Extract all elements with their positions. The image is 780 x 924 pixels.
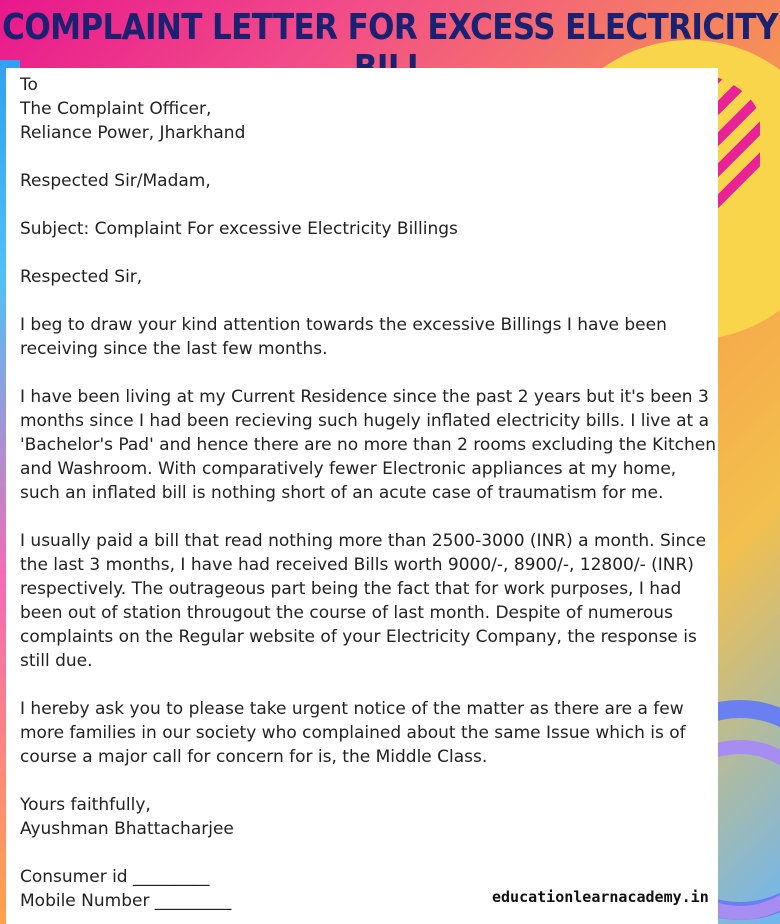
- letter-greeting: Respected Sir/Madam,: [20, 171, 211, 191]
- letter-paragraph-2: I have been living at my Current Residence since the past 2 years but it's been 3 months since I had been recieving such hugely inflated electricity bills. I live at a 'Bachelor's Pad' and hence there are no more than 2 rooms excluding the Kitchen and Washroom. With comparatively fewer Electronic appliances at my home, such an inflated bill is nothing short of an acute case of traumatism for me.: [20, 387, 716, 503]
- consumer-id-field: Consumer id _________: [20, 867, 210, 887]
- letter-signature-name: Ayushman Bhattacharjee: [20, 819, 234, 839]
- letter-closing: Yours faithfully,: [20, 795, 151, 815]
- letter-paragraph-4: I hereby ask you to please take urgent notice of the matter as there are a few more families in our society who complained about the same Issue which is of course a major call for concern for is, the Middle Class.: [20, 699, 686, 767]
- letter-paragraph-1: I beg to draw your kind attention towards the excessive Billings I have been receiving since the last few months.: [20, 315, 667, 359]
- letter-subject: Subject: Complaint For excessive Electricity Billings: [20, 219, 458, 239]
- letter-recipient: The Complaint Officer,: [20, 99, 212, 119]
- letter-to: To: [20, 75, 38, 95]
- letter-company: Reliance Power, Jharkhand: [20, 123, 246, 143]
- letter-salutation: Respected Sir,: [20, 267, 143, 287]
- page-title: COMPLAINT LETTER FOR EXCESS ELECTRICITY: [2, 6, 778, 48]
- website-watermark: educationlearnacademy.in: [492, 888, 709, 906]
- letter-body: [20, 73, 720, 913]
- mobile-number-field: Mobile Number _________: [20, 891, 232, 911]
- letter-paragraph-3: I usually paid a bill that read nothing more than 2500-3000 (INR) a month. Since the last 3 months, I have had received Bills worth 9000/-, 8900/-, 12800/- (INR) respectively. The outrageous part being the fact that for work purposes, I had been out of station througout the course of last month. Despite of numerous complaints on the Regular website of your Electricity Company, the response is still due.: [20, 531, 707, 671]
